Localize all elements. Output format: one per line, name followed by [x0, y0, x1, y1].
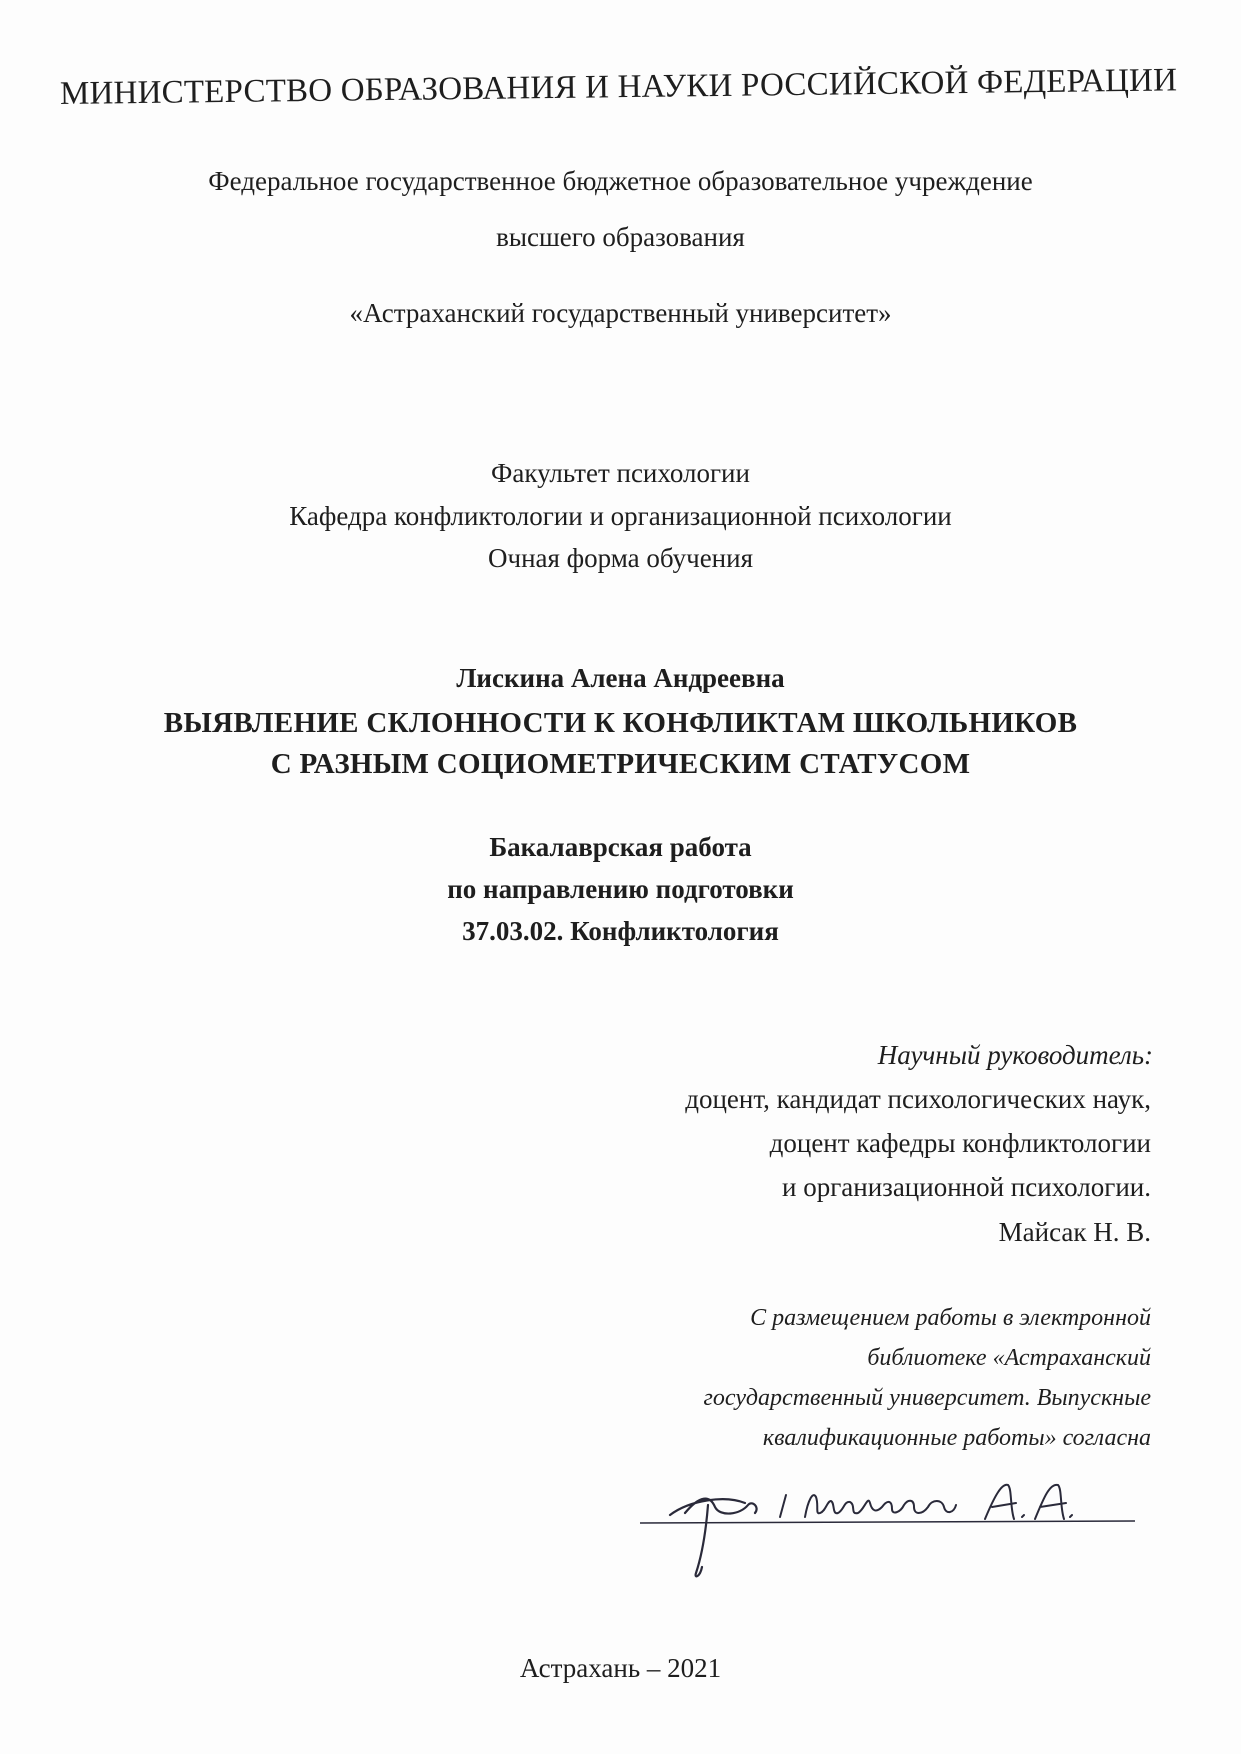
department-name: Кафедра конфликтологии и организационной психологии	[289, 501, 952, 531]
ministry-heading: МИНИСТЕРСТВО ОБРАЗОВАНИЯ И НАУКИ РОССИЙСКОЙ ФЕДЕРАЦИИ	[59, 62, 1178, 112]
handwritten-signature	[630, 1455, 1150, 1585]
institution-line-1: Федеральное государственное бюджетное образовательное учреждение	[208, 166, 1033, 196]
study-form: Очная форма обучения	[488, 543, 753, 573]
signature-slash	[780, 1495, 786, 1517]
consent-line-4: квалификационные работы» согласна	[762, 1425, 1151, 1451]
supervisor-name: Майсак Н. В.	[998, 1217, 1151, 1247]
supervisor-degree: доцент, кандидат психологических наук,	[685, 1084, 1151, 1114]
consent-line-2: библиотеке «Астраханский	[867, 1345, 1151, 1371]
supervisor-position: доцент кафедры конфликтологии	[769, 1128, 1151, 1158]
consent-line-3: государственный университет. Выпускные	[703, 1385, 1151, 1411]
university-name: «Астраханский государственный университет»	[349, 298, 892, 328]
supervisor-label: Научный руководитель:	[877, 1040, 1153, 1070]
institution-line-2: высшего образования	[496, 222, 745, 252]
direction-label: по направлению подготовки	[447, 874, 794, 904]
signature-surname	[805, 1495, 956, 1517]
signature-initials	[670, 1499, 757, 1577]
consent-line-1: С размещением работы в электронной	[750, 1305, 1151, 1331]
signature-underline	[640, 1521, 1135, 1523]
work-type: Бакалаврская работа	[489, 832, 752, 862]
direction-code: 37.03.02. Конфликтология	[462, 916, 779, 946]
work-title-line-1: ВЫЯВЛЕНИЕ СКЛОННОСТИ К КОНФЛИКТАМ ШКОЛЬНИКОВ	[163, 707, 1078, 739]
work-title-line-2: С РАЗНЫМ СОЦИОМЕТРИЧЕСКИМ СТАТУСОМ	[270, 748, 971, 780]
author-name: Лискина Алена Андреевна	[456, 663, 785, 693]
faculty-name: Факультет психологии	[491, 458, 750, 488]
supervisor-department: и организационной психологии.	[782, 1172, 1151, 1202]
city-year: Астрахань – 2021	[519, 1653, 722, 1683]
signature-initials-letters	[985, 1485, 1072, 1519]
